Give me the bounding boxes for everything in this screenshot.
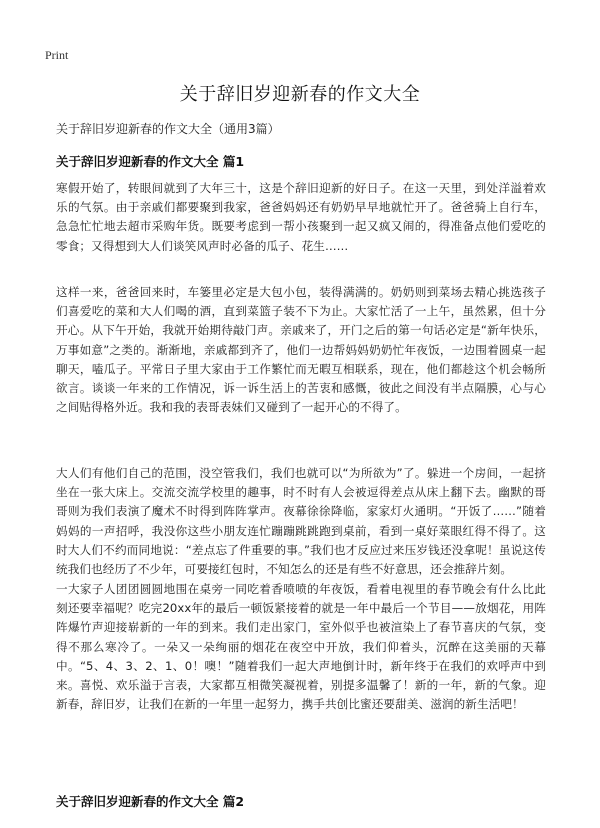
section-heading-2: 关于辞旧岁迎新春的作文大全 篇2 (56, 794, 245, 809)
article-subtitle: 关于辞旧岁迎新春的作文大全（通用3篇） (56, 122, 280, 136)
paragraph-1: 寒假开始了，转眼间就到了大年三十，这是个辞旧迎新的好日子。在这一天里，到处洋溢着欢乐的气氛。由于亲戚们都要聚到我家，爸爸妈妈还有奶奶早早地就忙开了。爸爸骑上自行车，急急忙忙地去超市采购年货。既要考虑到一帮小孩聚到一起又疯又闹的，得准备点他们爱吃的零食；又得想到大人们谈笑风声时必备的瓜子、花生…… (56, 181, 546, 253)
section-heading-1: 关于辞旧岁迎新春的作文大全 篇1 (56, 154, 245, 169)
page-title: 关于辞旧岁迎新春的作文大全 (179, 84, 421, 105)
paragraph-2: 这样一来，爸爸回来时，车篓里必定是大包小包，装得满满的。奶奶则到菜场去精心挑选孩子们喜爱吃的菜和大人们喝的酒，直到菜篮子装不下为止。大家忙活了一上午，虽然累，但十分开心。从下午开始，我就开始期待敲门声。亲戚来了，开门之后的第一句话必定是“新年快乐，万事如意”之类的。渐渐地，亲戚都到齐了，他们一边帮妈妈奶奶忙年夜饭，一边围着圆桌一起聊天，嗑瓜子。平常日子里大家由于工作繁忙而无暇互相联系，现在，他们都趁这个机会畅所欲言。谈谈一年来的工作情况，诉一诉生活上的苦衷和感慨，彼此之间没有半点隔膜，心与心之间贴得格外近。我和我的表哥表妹们又碰到了一起开心的不得了。 (56, 285, 546, 415)
paragraph-4: 一大家子人团团圆圆地围在桌旁一同吃着香喷喷的年夜饭，看着电视里的春节晚会有什么比此刻还要幸福呢？吃完20xx年的最后一顿饭紧接着的就是一年中最后一个节目——放烟花，用阵阵爆竹声迎接崭新的一年的到来。我们走出家门，室外似乎也被渲染上了春节喜庆的气氛，变得不那么寒冷了。一朵又一朵绚丽的烟花在夜空中开放，我们仰着头，沉醉在这美丽的天幕中。“5、4、3、2、1、0！噢！”随着我们一起大声地倒计时，新年终于在我们的欢呼声中到来。喜悦、欢乐溢于言表，大家都互相微笑凝视着，别提多温馨了！新的一年，新的气象。迎新春，辞旧岁，让我们在新的一年里一起努力，携手共创比蜜还要甜美、滋润的新生活吧！ (56, 582, 546, 712)
paragraph-3: 大人们有他们自己的范围，没空管我们，我们也就可以“为所欲为”了。躲进一个房间，一起挤坐在一张大床上。交流交流学校里的趣事，时不时有人会被逗得差点从床上翻下去。幽默的哥哥则为我们表演了魔术不时得到阵阵掌声。夜幕徐徐降临，家家灯火通明。“开饭了……”随着妈妈的一声招呼，我没你这些小朋友连忙蹦蹦跳跳跑到桌前，看到一桌好菜眼红得不得了。这时大人们不约而同地说：“差点忘了件重要的事。”我们也才反应过来压岁钱还没拿呢！虽说这传统我们也经历了不少年，可要接红包时，不知怎么的还是有些不好意思，还会推辞片刻。 (56, 466, 546, 577)
print-link[interactable]: Print (45, 48, 69, 62)
